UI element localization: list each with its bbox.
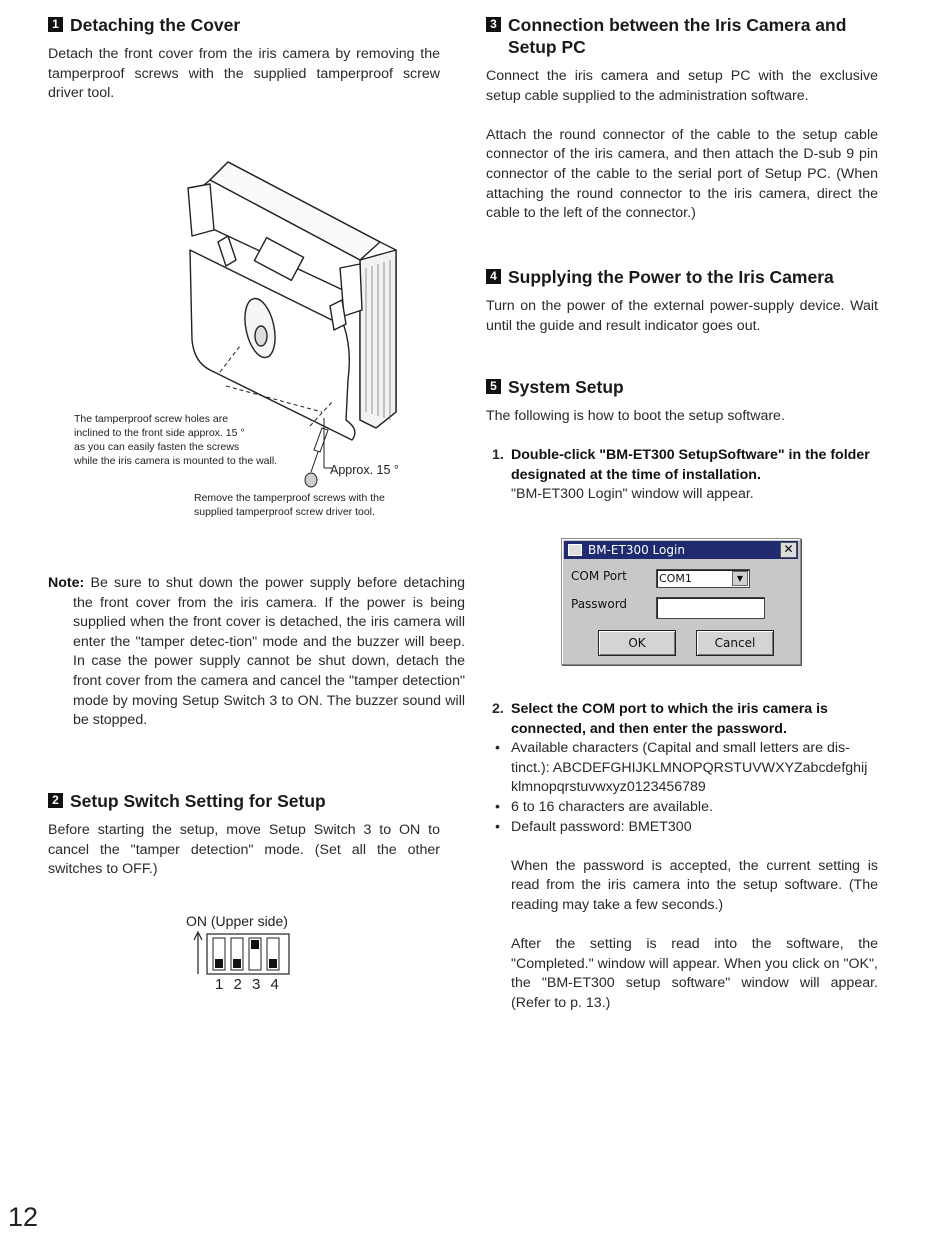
section-4-heading — [486, 266, 878, 288]
section-title: Setup Switch Setting for Setup — [70, 791, 326, 811]
step-number: 1. — [492, 447, 504, 464]
com-port-label: COM Port — [571, 569, 627, 583]
section-title: Connection between the Iris Camera and — [508, 15, 847, 35]
section-2-heading — [48, 790, 440, 812]
switch-numbers: 1 2 3 4 — [215, 976, 282, 993]
completed-paragraph: After the setting is read into the software, the "Completed." window will appear. When you click on "OK", the "BM-ET300 setup software" window will appear. (Refer to p. 13.) — [511, 936, 878, 1011]
section-title-cont: Setup PC — [508, 37, 586, 57]
section-3-p1: Connect the iris camera and setup PC with the exclusive setup cable supplied to the administration software. — [486, 68, 878, 104]
step-2-block — [486, 700, 878, 1014]
bullet-text: Available characters (Capital and small letters are dis-tinct.): ABCDEFGHIJKLMNOPQRSTUVWXYZabcdefghij klmnopqrstuvwxyz0123456789 — [511, 740, 868, 796]
list-item: • Available characters (Capital and small letters are dis-tinct.): ABCDEFGHIJKLMNOPQRSTUVWXYZabcdefghij klmnopqrstuvwxyz0123456789 — [492, 739, 878, 798]
figure-note-b-line2: supplied tamperproof screw driver tool. — [194, 506, 375, 518]
left-column — [48, 14, 440, 104]
section-2-body: Before starting the setup, move Setup Switch 3 to ON to cancel the "tamper detection" mode. (Set all the other switches to OFF.) — [48, 822, 440, 878]
figure-note-a-line4: while the iris camera is mounted to the wall. — [74, 455, 278, 467]
right-column — [486, 14, 878, 224]
switch-3-on — [251, 940, 259, 949]
cancel-button[interactable]: Cancel — [696, 630, 774, 656]
login-dialog — [561, 538, 801, 665]
bullet-text: Default password: BMET300 — [511, 818, 692, 835]
switch-2-off — [233, 959, 241, 968]
figure-note-a-line1: The tamperproof screw holes are — [74, 413, 229, 425]
password-accepted-paragraph: When the password is accepted, the current setting is read from the iris camera into the setup software. (The reading may take a few seconds.) — [511, 857, 878, 913]
figure-note-a-line3: as you can easily fasten the screws — [74, 441, 240, 453]
dialog-title: BM-ET300 Login — [588, 543, 685, 557]
step-1-instruction: Double-click "BM-ET300 SetupSoftware" in the folder designated at the time of installation. — [511, 447, 870, 483]
section-3-p2: Attach the round connector of the cable to the setup cable connector of the iris camera, and then attach the D-sub 9 pin connector of the cable to the serial port of Setup PC. (When attaching the round connector to the iris camera, direct the cable to the left of the connector.) — [486, 126, 878, 222]
section-number: 1 — [48, 17, 63, 32]
section-4-body: Turn on the power of the external power-supply device. Wait until the guide and result indicator goes out. — [486, 298, 878, 334]
step-1-result: "BM-ET300 Login" window will appear. — [511, 486, 754, 503]
note-label: Note: — [48, 575, 85, 591]
note-block — [48, 574, 465, 731]
section-number: 3 — [486, 17, 501, 32]
app-icon — [568, 544, 582, 556]
section-3-heading — [486, 14, 878, 58]
section-number: 4 — [486, 269, 501, 284]
ok-button[interactable]: OK — [598, 630, 676, 656]
section-number: 2 — [48, 793, 63, 808]
page-number: 12 — [8, 1202, 39, 1232]
section-title: Detaching the Cover — [70, 15, 241, 35]
switch-4-off — [269, 959, 277, 968]
section-number: 5 — [486, 379, 501, 394]
figure-note-a-line2: inclined to the front side approx. 15 ° — [74, 427, 245, 439]
bullet-text: 6 to 16 characters are available. — [511, 798, 713, 815]
angle-label: Approx. 15 ° — [330, 463, 399, 477]
section-5-intro: The following is how to boot the setup software. — [486, 408, 785, 424]
camera-cover-figure — [60, 150, 430, 530]
step-2-instruction: Select the COM port to which the iris camera is connected, and then enter the password. — [511, 701, 828, 737]
dip-switch-figure — [180, 910, 320, 995]
section-2 — [48, 790, 440, 880]
list-item: • 6 to 16 characters are available. — [492, 798, 878, 818]
section-4 — [486, 266, 878, 336]
step-1 — [492, 446, 878, 505]
com-port-value: COM1 — [659, 572, 692, 585]
password-label: Password — [571, 597, 628, 611]
close-icon[interactable]: ✕ — [780, 542, 797, 558]
note-text: Be sure to shut down the power supply before detaching the front cover from the iris camera. If the power is being supplied when the front cover is detached, the iris camera will enter the "tamper detec-tion" mode and the buzzer will beep. In case the power supply cannot be shut down, detach the front cover from the camera and cancel the "tamper detection" mode by moving Setup Switch 3 to ON. The buzzer sound will be stopped. — [73, 575, 465, 729]
on-upper-side-label: ON (Upper side) — [186, 913, 288, 929]
list-item: • Default password: BMET300 — [492, 818, 878, 838]
step-number: 2. — [492, 701, 504, 717]
figure-note-b-line1: Remove the tamperproof screws with the — [194, 492, 385, 504]
section-title: Supplying the Power to the Iris Camera — [508, 267, 834, 287]
com-port-select[interactable] — [656, 569, 750, 588]
section-1-heading — [48, 14, 440, 36]
section-5 — [486, 376, 878, 505]
dialog-title-bar — [564, 541, 798, 559]
password-field[interactable] — [656, 597, 765, 619]
chevron-down-icon[interactable]: ▼ — [732, 571, 748, 586]
step-2 — [492, 700, 878, 739]
section-title: System Setup — [508, 377, 624, 397]
switch-1-off — [215, 959, 223, 968]
section-1-body: Detach the front cover from the iris camera by removing the tamperproof screws with the supplied tamperproof screw driver tool. — [48, 46, 440, 102]
section-5-heading — [486, 376, 878, 398]
